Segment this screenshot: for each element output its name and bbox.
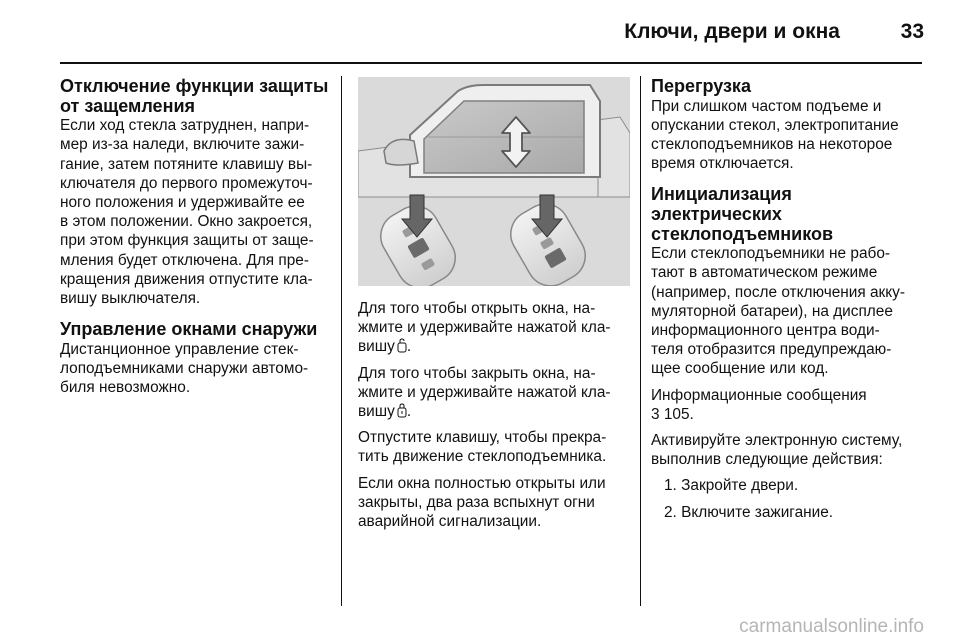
- text-line: теля отобразится предупреждаю-: [651, 341, 892, 359]
- text-line: Информационные сообщения: [651, 386, 867, 404]
- section-title-remote-windows: Управление окнами снаружи: [60, 319, 318, 340]
- text-line: информационного центра води-: [651, 322, 880, 339]
- title-line: Отключение функции защиты: [60, 76, 329, 96]
- list-item: 1. Закройте двери.: [664, 477, 799, 495]
- text-line: Если ход стекла затруднен, напри-: [60, 117, 310, 135]
- open-windows-paragraph: [358, 299, 630, 357]
- anti-pinch-paragraph: [60, 116, 336, 308]
- text-line: Отпустите клавишу, чтобы прекра-: [358, 429, 607, 447]
- text-line: муляторной батареи), на дисплее: [651, 302, 893, 320]
- text-line: мления будет отключена. Для пре-: [60, 251, 309, 269]
- unlock-key-icon: [397, 338, 407, 353]
- text-line: лоподъемниками снаружи автомо-: [60, 360, 309, 378]
- text-fragment: вишу: [358, 403, 395, 421]
- text-line: стеклоподъемников на некоторое: [651, 136, 893, 153]
- text-line: кращения движения отпустите кла-: [60, 270, 313, 288]
- steps-list: [651, 476, 931, 521]
- stop-movement-paragraph: [358, 428, 630, 466]
- text-line: Если стеклоподъемники не рабо-: [651, 245, 891, 263]
- header-rule: [60, 62, 922, 64]
- section-title-overload: Перегрузка: [651, 76, 751, 96]
- text-fragment: вишу: [358, 338, 395, 356]
- text-line: тают в автоматическом режиме: [651, 264, 878, 282]
- text-line: Активируйте электронную систему,: [651, 432, 903, 450]
- title-line: стеклоподъемников: [651, 223, 834, 244]
- hazard-lights-paragraph: [358, 474, 630, 532]
- title-line: Инициализация: [651, 184, 792, 205]
- text-line-with-icon: вишу .: [358, 338, 412, 356]
- lock-key-icon: [397, 403, 407, 418]
- text-line: Для того чтобы закрыть окна, на-: [358, 364, 596, 382]
- text-line: опускании стекол, электропитание: [651, 116, 899, 134]
- text-line: ключателя до первого промежуточ-: [60, 174, 313, 192]
- text-line: (например, после отключения акку-: [651, 283, 905, 301]
- column-1: [60, 77, 336, 397]
- text-line-with-icon: вишу .: [358, 403, 412, 421]
- info-messages-paragraph: [651, 386, 931, 424]
- reference-arrow-icon: 3: [651, 405, 660, 423]
- text-line: жмите и удерживайте нажатой кла-: [358, 319, 611, 337]
- remote-windows-paragraph: [60, 340, 336, 398]
- text-line: Дистанционное управление стек-: [60, 340, 299, 358]
- text-line: выполнив следующие действия:: [651, 451, 883, 469]
- text-line: жмите и удерживайте нажатой кла-: [358, 383, 611, 401]
- text-line: При слишком частом подъеме и: [651, 97, 882, 115]
- text-line: закрыты, два раза вспыхнут огни: [358, 493, 595, 511]
- initialization-paragraph: [651, 244, 931, 378]
- text-line: время отключается.: [651, 155, 794, 173]
- section-title-anti-pinch: [60, 77, 336, 116]
- illustration-svg: [358, 77, 630, 286]
- window-key-illustration: [358, 77, 630, 286]
- header-title: Ключи, двери и окна: [624, 20, 840, 43]
- text-line: ного положения и удерживайте ее: [60, 194, 305, 211]
- column-2: [358, 299, 630, 531]
- text-line: тить движение стеклоподъемника.: [358, 448, 607, 466]
- text-line: Для того чтобы открыть окна, на-: [358, 300, 596, 317]
- section-title-initialization: [651, 185, 931, 244]
- text-line: щее сообщение или код.: [651, 360, 829, 378]
- text-line: биля невозможно.: [60, 379, 191, 397]
- reference-page: 105.: [663, 405, 694, 423]
- title-line: электрических: [651, 204, 782, 224]
- page-number: 33: [900, 20, 924, 43]
- text-line: при этом функция защиты от заще-: [60, 232, 314, 250]
- text-line: гание, затем потяните клавишу вы-: [60, 155, 313, 173]
- text-line: в этом положении. Окно закроется,: [60, 213, 313, 231]
- page-reference[interactable]: [651, 405, 931, 424]
- watermark: carmanualsonline.info: [739, 616, 924, 637]
- text-line: аварийной сигнализации.: [358, 513, 542, 531]
- text-line: Если окна полностью открыты или: [358, 474, 606, 492]
- list-item: 2. Включите зажигание.: [664, 503, 834, 521]
- text-line: вишу выключателя.: [60, 290, 201, 308]
- text-line: мер из-за наледи, включите зажи-: [60, 136, 305, 154]
- column-3: [651, 77, 931, 522]
- overload-paragraph: [651, 97, 931, 174]
- column-divider-1: [341, 76, 342, 606]
- column-divider-2: [640, 76, 641, 606]
- activate-paragraph: [651, 431, 931, 469]
- close-windows-paragraph: [358, 364, 630, 422]
- title-line: от защемления: [60, 95, 196, 116]
